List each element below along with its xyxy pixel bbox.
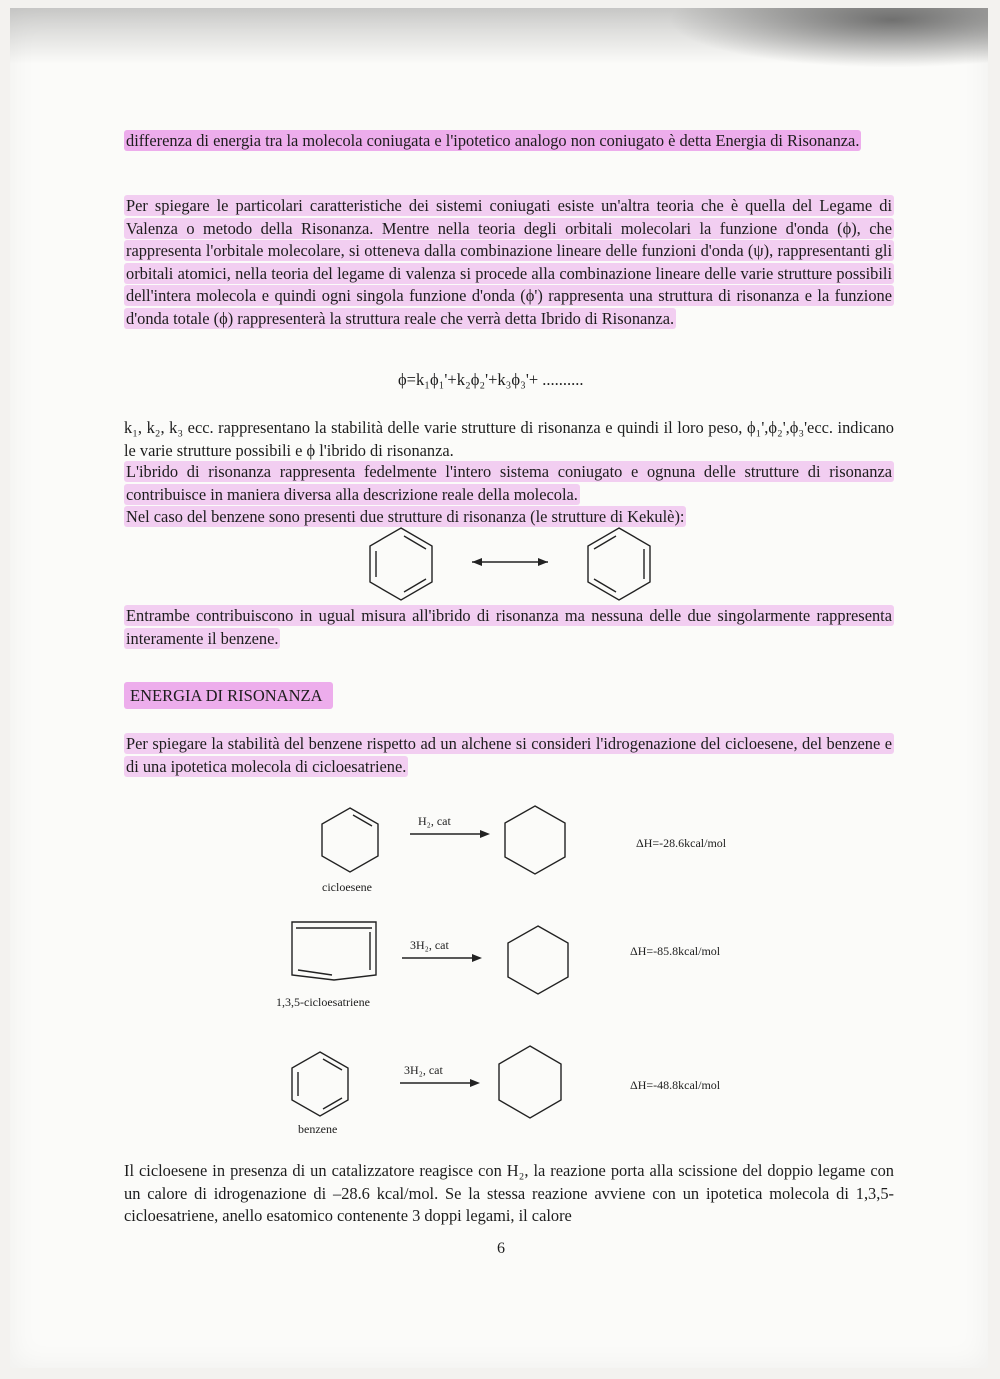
paragraph-6: Entrambe contribuiscono in ugual misura all'ibrido di risonanza ma nessuna delle due singolarmente rappresenta interamente il benzene. [126, 606, 892, 648]
delta-h-2: ΔH=-85.8kcal/mol [630, 944, 721, 958]
paragraph-7: Per spiegare la stabilità del benzene rispetto ad un alchene si consideri l'idrogenazione del cicloesene, del benzene e di una ipotetica molecola di cicloesatriene. [126, 734, 892, 776]
cyclohexane-1-icon [505, 806, 565, 874]
condition-1: H₂, cat [418, 814, 451, 828]
label-cicloesatriene: 1,3,5-cicloesatriene [276, 995, 370, 1009]
kekule-structure-1-icon [370, 528, 432, 600]
cyclohexane-2-icon [508, 926, 568, 994]
paragraph-4: L'ibrido di risonanza rappresenta fedelmente l'intero sistema coniugato e ognuna delle strutture di risonanza contribuisce in maniera diversa alla descrizione reale della molecola. [126, 462, 892, 504]
section-title: ENERGIA DI RISONANZA [124, 686, 333, 706]
benzene-icon [292, 1052, 348, 1116]
resonance-arrow-icon [472, 558, 548, 566]
label-benzene: benzene [298, 1122, 338, 1136]
paragraph-2: Per spiegare le particolari caratteristiche dei sistemi coniugati esiste un'altra teoria che è quella del Legame di Valenza o metodo della Risonanza. Mentre nella teoria degli orbitali molecolari la funzione d'onda (ϕ), che rappresenta l'orbitale molecolare, si otteneva dalla combinazione lineare delle funzioni d'onda (ψ), rappresentanti gli orbitali atomici, nella teoria del legame di valenza si procede alla combinazione lineare delle varie strutture possibili dell'intera molecola e quindi ogni singola funzione d'onda (ϕ') rappresenta una struttura di risonanza e la funzione d'onda totale (ϕ) rappresenterà la struttura reale che verrà detta Ibrido di Risonanza. [126, 196, 892, 328]
cyclohexene-icon [322, 808, 378, 872]
cyclohexatriene-icon [292, 922, 376, 980]
condition-2: 3H₂, cat [410, 938, 449, 952]
paragraph-3: k₁, k₂, k₃ ecc. rappresentano la stabilità delle varie strutture di risonanza e quindi il loro peso, ϕ₁',ϕ₂',ϕ₃'ecc. indicano le varie strutture possibili e ϕ l'ibrido di risonanza. [124, 418, 894, 460]
page-number: 6 [497, 1240, 505, 1257]
paragraph-1: differenza di energia tra la molecola coniugata e l'ipotetico analogo non coniugato è detta Energia di Risonanza. [126, 131, 860, 150]
cyclohexane-3-icon [499, 1046, 561, 1118]
kekule-structure-2-icon [588, 528, 650, 600]
resonance-formula: ϕ=k₁ϕ₁'+k₂ϕ₂'+k₃ϕ₃'+ .......... [398, 370, 584, 389]
paragraph-8: Il cicloesene in presenza di un catalizzatore reagisce con H₂, la reazione porta alla scissione del doppio legame con un calore di idrogenazione di –28.6 kcal/mol. Se la stessa reazione avviene con un ipotetica molecola di 1,3,5-cicloesatriene, anello esatomico contenente 3 doppi legami, il calore [124, 1161, 894, 1225]
reaction-arrow-2-icon [402, 954, 482, 962]
paragraph-5: Nel caso del benzene sono presenti due strutture di risonanza (le strutture di Kekulè): [126, 507, 685, 526]
reaction-arrow-3-icon [400, 1079, 480, 1087]
delta-h-1: ΔH=-28.6kcal/mol [636, 836, 727, 850]
condition-3: 3H₂, cat [404, 1063, 443, 1077]
reaction-arrow-1-icon [410, 830, 490, 838]
label-cicloesene: cicloesene [322, 880, 372, 894]
delta-h-3: ΔH=-48.8kcal/mol [630, 1078, 721, 1092]
